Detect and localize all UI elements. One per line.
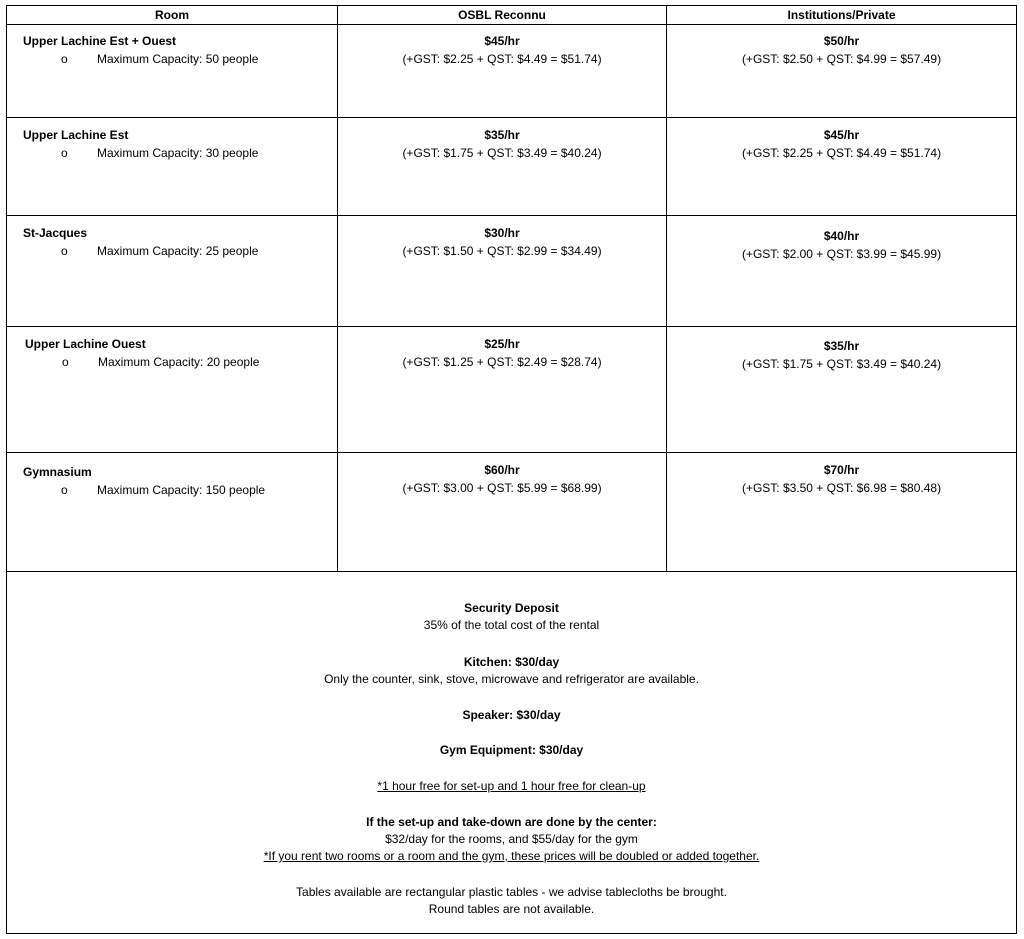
- capacity-item: [61, 52, 258, 66]
- osbl-tax: (+GST: $2.25 + QST: $4.49 = $51.74): [402, 52, 602, 66]
- osbl-cell: [338, 453, 667, 571]
- rental-notes: [7, 572, 1016, 934]
- table-row: [7, 118, 1016, 216]
- capacity-text: Maximum Capacity: 30 people: [97, 146, 259, 160]
- room-name: Upper Lachine Est: [23, 128, 129, 142]
- capacity-text: Maximum Capacity: 150 people: [97, 483, 266, 497]
- institution-cell: [667, 118, 1016, 215]
- room-cell: [7, 216, 338, 326]
- osbl-tax: (+GST: $1.50 + QST: $2.99 = $34.49): [402, 244, 602, 258]
- institution-price: $50/hr: [823, 34, 860, 48]
- room-cell: [7, 24, 338, 117]
- tables-section: [7, 884, 1016, 918]
- speaker-price: Speaker: $30/day: [462, 708, 561, 722]
- tables-text: Tables available are rectangular plastic tables - we advise tablecloths be brought.: [296, 885, 727, 899]
- free-hours-section: [7, 778, 1016, 795]
- room-cell: [7, 118, 338, 215]
- institution-price: $40/hr: [823, 229, 860, 243]
- institution-tax: (+GST: $2.25 + QST: $4.49 = $51.74): [741, 146, 942, 160]
- table-row: [7, 24, 1016, 118]
- osbl-cell: [338, 327, 667, 452]
- setup-text: $32/day for the rooms, and $55/day for the gym: [385, 832, 638, 846]
- osbl-tax: (+GST: $1.75 + QST: $3.49 = $40.24): [402, 146, 602, 160]
- bullet-icon: o: [61, 483, 68, 497]
- institution-price: $35/hr: [823, 339, 860, 353]
- institution-price: $45/hr: [823, 128, 860, 142]
- institution-tax: (+GST: $1.75 + QST: $3.49 = $40.24): [741, 357, 942, 371]
- osbl-cell: [338, 24, 667, 117]
- capacity-item: [61, 483, 265, 497]
- institution-price: $70/hr: [823, 463, 860, 477]
- header-room: Room: [7, 6, 338, 24]
- room-name: St-Jacques: [23, 226, 88, 240]
- deposit-section: [7, 600, 1016, 634]
- institution-cell: [667, 216, 1016, 326]
- room-name: Upper Lachine Est + Ouest: [23, 34, 177, 48]
- free-hours-note: *1 hour free for set-up and 1 hour free for clean-up: [377, 779, 646, 793]
- osbl-price: $60/hr: [484, 463, 520, 477]
- osbl-cell: [338, 118, 667, 215]
- osbl-cell: [338, 216, 667, 326]
- deposit-title: Security Deposit: [464, 601, 559, 615]
- capacity-text: Maximum Capacity: 20 people: [98, 355, 260, 369]
- bullet-icon: o: [61, 244, 68, 258]
- setup-title: If the set-up and take-down are done by the center:: [366, 815, 657, 829]
- room-name: Upper Lachine Ouest: [25, 337, 146, 351]
- kitchen-text: Only the counter, sink, stove, microwave and refrigerator are available.: [324, 672, 699, 686]
- bullet-icon: o: [61, 52, 68, 66]
- pricing-table: [6, 5, 1017, 934]
- room-cell: [7, 453, 338, 571]
- header-osbl: OSBL Reconnu: [338, 6, 667, 24]
- institution-tax: (+GST: $2.00 + QST: $3.99 = $45.99): [741, 247, 942, 261]
- gym-equipment-price: Gym Equipment: $30/day: [439, 743, 584, 757]
- table-row: [7, 216, 1016, 327]
- bullet-icon: o: [61, 146, 68, 160]
- institution-tax: (+GST: $2.50 + QST: $4.99 = $57.49): [741, 52, 942, 66]
- institution-tax: (+GST: $3.50 + QST: $6.98 = $80.48): [741, 481, 942, 495]
- table-row: [7, 453, 1016, 572]
- speaker-section: [7, 707, 1016, 724]
- capacity-item: [62, 355, 259, 369]
- osbl-price: $25/hr: [484, 337, 520, 351]
- osbl-price: $45/hr: [484, 34, 520, 48]
- capacity-text: Maximum Capacity: 25 people: [97, 244, 259, 258]
- table-header-row: [7, 6, 1016, 25]
- institution-cell: [667, 453, 1016, 571]
- osbl-tax: (+GST: $3.00 + QST: $5.99 = $68.99): [402, 481, 602, 495]
- capacity-item: [61, 146, 258, 160]
- osbl-price: $30/hr: [484, 226, 520, 240]
- bullet-icon: o: [62, 355, 69, 369]
- room-name: Gymnasium: [23, 465, 92, 479]
- capacity-item: [61, 244, 258, 258]
- room-cell: [7, 327, 338, 452]
- setup-note: *If you rent two rooms or a room and the gym, these prices will be doubled or added together.: [263, 849, 760, 863]
- osbl-tax: (+GST: $1.25 + QST: $2.49 = $28.74): [402, 355, 602, 369]
- deposit-text: 35% of the total cost of the rental: [423, 618, 600, 632]
- institution-cell: [667, 24, 1016, 117]
- header-institutions: Institutions/Private: [787, 8, 896, 22]
- kitchen-title: Kitchen: $30/day: [463, 655, 560, 669]
- osbl-price: $35/hr: [484, 128, 520, 142]
- gym-equipment-section: [7, 742, 1016, 759]
- setup-section: [7, 814, 1016, 865]
- institution-cell: [667, 327, 1016, 452]
- round-tables-text: Round tables are not available.: [428, 902, 595, 916]
- table-row: [7, 327, 1016, 453]
- kitchen-section: [7, 654, 1016, 688]
- capacity-text: Maximum Capacity: 50 people: [97, 52, 259, 66]
